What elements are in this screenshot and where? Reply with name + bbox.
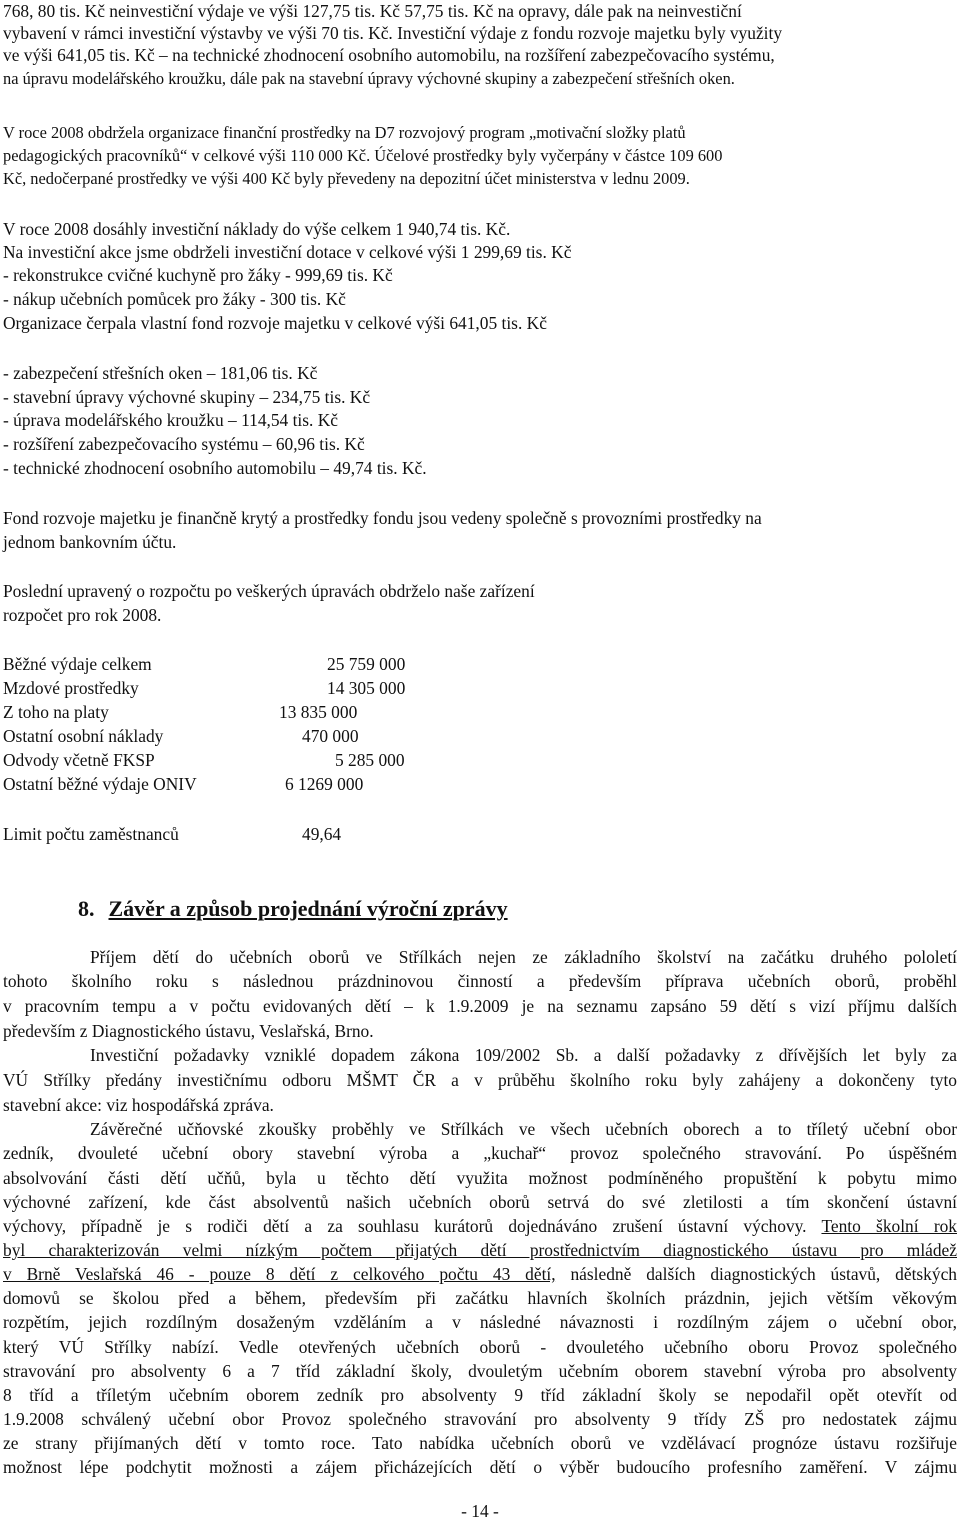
- text-line: Příjem dětí do učebních oborů ve Střílkách nejen ze základního školství na začátku druhého pololetí: [90, 947, 957, 967]
- list-item: - rekonstrukce cvičné kuchyně pro žáky - 999,69 tis. Kč: [3, 265, 393, 285]
- plain-text: následně dalších diagnostických ústavů, dětských: [555, 1264, 957, 1284]
- text-line: 8 tříd a tříletým učebním oborem zedník pro absolventy 9 tříd základní školy se nepodařil opět otevřít od: [3, 1385, 957, 1405]
- budget-value: 14 305 000: [327, 678, 406, 698]
- budget-label: Z toho na platy: [3, 702, 109, 722]
- text-line: v pracovním tempu a v počtu evidovaných dětí – k 1.9.2009 je na seznamu zapsáno 59 dětí s vizí příjmu dalších: [3, 996, 957, 1016]
- text-line: jednom bankovním účtu.: [3, 532, 177, 552]
- text-line: ze strany přijímaných dětí v tomto roce. Tato nabídka učebních oborů ve vzdělávací prognóze ústavu rozšiřuje: [3, 1433, 957, 1453]
- text-line: 768, 80 tis. Kč neinvestiční výdaje ve výši 127,75 tis. Kč 57,75 tis. Kč na opravy, dále pak na neinvestiční: [3, 1, 742, 21]
- text-line: [3, 1215, 957, 1238]
- list-item: - stavební úpravy výchovné skupiny – 234,75 tis. Kč: [3, 387, 371, 407]
- text-line: VÚ Střílky předány investičnímu odboru MŠMT ČR a v průběhu školního roku byly zahájeny a dokončeny tyto: [3, 1070, 957, 1090]
- text-line: rozpětím, jejich rozdílným dosaženým vzděláním a v následné návaznosti i rozdílným zájem o učební obor,: [3, 1312, 957, 1332]
- text-line: vybavení v rámci investiční výstavby ve výši 70 tis. Kč. Investiční výdaje z fondu rozvoje majetku byly využity: [3, 23, 783, 43]
- underlined-text: v Brně Veslařská 46 - pouze 8 dětí z celkového počtu 43 dětí,: [3, 1264, 556, 1284]
- text-line: Fond rozvoje majetku je finančně krytý a prostředky fondu jsou vedeny společně s provozními prostředky na: [3, 508, 762, 528]
- text-line: [3, 1263, 957, 1286]
- text-line: 1.9.2008 schválený učební obor Provoz společného stravování pro absolventy 9 třídy ZŠ pro nedostatek zájmu: [3, 1409, 957, 1429]
- text-line: možnost lépe podchytit možnosti a zájem přicházejících dětí o výběr budoucího profesního zaměření. V zájmu: [3, 1457, 957, 1477]
- budget-value: 6 1269 000: [285, 774, 364, 794]
- text-line: rozpočet pro rok 2008.: [3, 605, 162, 625]
- text-line: stravování pro absolventy 6 a 7 tříd základní školy, dvouletým učebním oborem stavební výroba pro absolventy: [3, 1361, 957, 1381]
- page-number: - 14 -: [461, 1501, 499, 1521]
- text-line: na úpravu modelářského kroužku, dále pak na stavební úpravy výchovné skupiny a zabezpečení střešních oken.: [3, 69, 735, 88]
- text-line: domovů se školou před a během, především při začátku hlavních školních prázdnin, jejich větším věkovým: [3, 1288, 957, 1308]
- text-line: výchovné zařízení, kde část absolventů našich učebních oborů setrvá do své zletilosti a tím skončení ústavní: [3, 1192, 957, 1212]
- text-line: ve výši 641,05 tis. Kč – na technické zhodnocení osobního automobilu, na rozšíření zabezpečovacího systému,: [3, 45, 775, 65]
- list-item: - technické zhodnocení osobního automobilu – 49,74 tis. Kč.: [3, 458, 427, 478]
- budget-label: Běžné výdaje celkem: [3, 654, 152, 674]
- section-number: 8.: [78, 896, 95, 921]
- staff-limit-value: 49,64: [302, 824, 342, 844]
- text-line: Organizace čerpala vlastní fond rozvoje majetku v celkové výši 641,05 tis. Kč: [3, 313, 547, 333]
- text-line: pedagogických pracovníků“ v celkové výši 110 000 Kč. Účelové prostředky byly vyčerpány v částce 109 600: [3, 146, 723, 165]
- staff-limit-label: Limit počtu zaměstnanců: [3, 824, 179, 844]
- text-line: V roce 2008 obdržela organizace finanční prostředky na D7 rozvojový program „motivační složky platů: [3, 123, 686, 142]
- text-line: především z Diagnostického ústavu, Veslařská, Brno.: [3, 1021, 374, 1041]
- budget-value: 470 000: [302, 726, 359, 746]
- budget-value: 25 759 000: [327, 654, 406, 674]
- budget-value: 5 285 000: [335, 750, 405, 770]
- budget-label: Mzdové prostředky: [3, 678, 139, 698]
- text-line: tohoto školního roku s následnou prázdninovou činností a především příprava učebních oborů, proběhl: [3, 971, 957, 991]
- underlined-text: Tento školní rok: [821, 1216, 957, 1236]
- text-line: zedník, dvouleté učební obory stavební výroba a „kuchař“ provoz společného stravování. Po úspěšném: [3, 1143, 957, 1163]
- text-line: který VÚ Střílky nabízí. Vedle otevřených učebních oborů - dvouletého učebního oboru Provoz společného: [3, 1337, 957, 1357]
- budget-value: 13 835 000: [279, 702, 358, 722]
- text-line: Investiční požadavky vzniklé dopadem zákona 109/2002 Sb. a další požadavky z dřívějších let byly za: [90, 1045, 957, 1065]
- text-line: Kč, nedočerpané prostředky ve výši 400 Kč byly převedeny na depozitní účet ministerstva v lednu 2009.: [3, 169, 690, 188]
- plain-text: výchovy, případně je s rodiči dětí a za souhlasu kurátorů dojednáváno zrušení ústavní výchovy.: [3, 1216, 822, 1236]
- budget-label: Ostatní osobní náklady: [3, 726, 164, 746]
- list-item: - úprava modelářského kroužku – 114,54 tis. Kč: [3, 410, 339, 430]
- text-line: stavební akce: viz hospodářská zpráva.: [3, 1095, 274, 1115]
- section-title: Závěr a způsob projednání výroční zprávy: [108, 896, 508, 921]
- text-line: Závěrečné učňovské zkoušky proběhly ve Střílkách ve všech učebních oborech a to tříletý učební obor: [90, 1119, 957, 1139]
- list-item: - zabezpečení střešních oken – 181,06 tis. Kč: [3, 363, 318, 383]
- text-line: absolvování části dětí učňů, byla u těchto dětí využita možnost podmíněného propuštění k pobytu mimo: [3, 1168, 957, 1188]
- text-line: V roce 2008 dosáhly investiční náklady do výše celkem 1 940,74 tis. Kč.: [3, 219, 511, 239]
- list-item: - nákup učebních pomůcek pro žáky - 300 tis. Kč: [3, 289, 346, 309]
- text-line: Na investiční akce jsme obdrželi investiční dotace v celkové výši 1 299,69 tis. Kč: [3, 242, 572, 262]
- budget-label: Ostatní běžné výdaje ONIV: [3, 774, 197, 794]
- budget-label: Odvody včetně FKSP: [3, 750, 155, 770]
- underlined-text: byl charakterizován velmi nízkým počtem přijatých dětí prostřednictvím diagnostického ústavu pro mládež: [3, 1240, 957, 1260]
- text-line: Poslední upravený o rozpočtu po veškerých úpravách obdrželo naše zařízení: [3, 581, 535, 601]
- section-heading: [78, 895, 508, 923]
- list-item: - rozšíření zabezpečovacího systému – 60,96 tis. Kč: [3, 434, 365, 454]
